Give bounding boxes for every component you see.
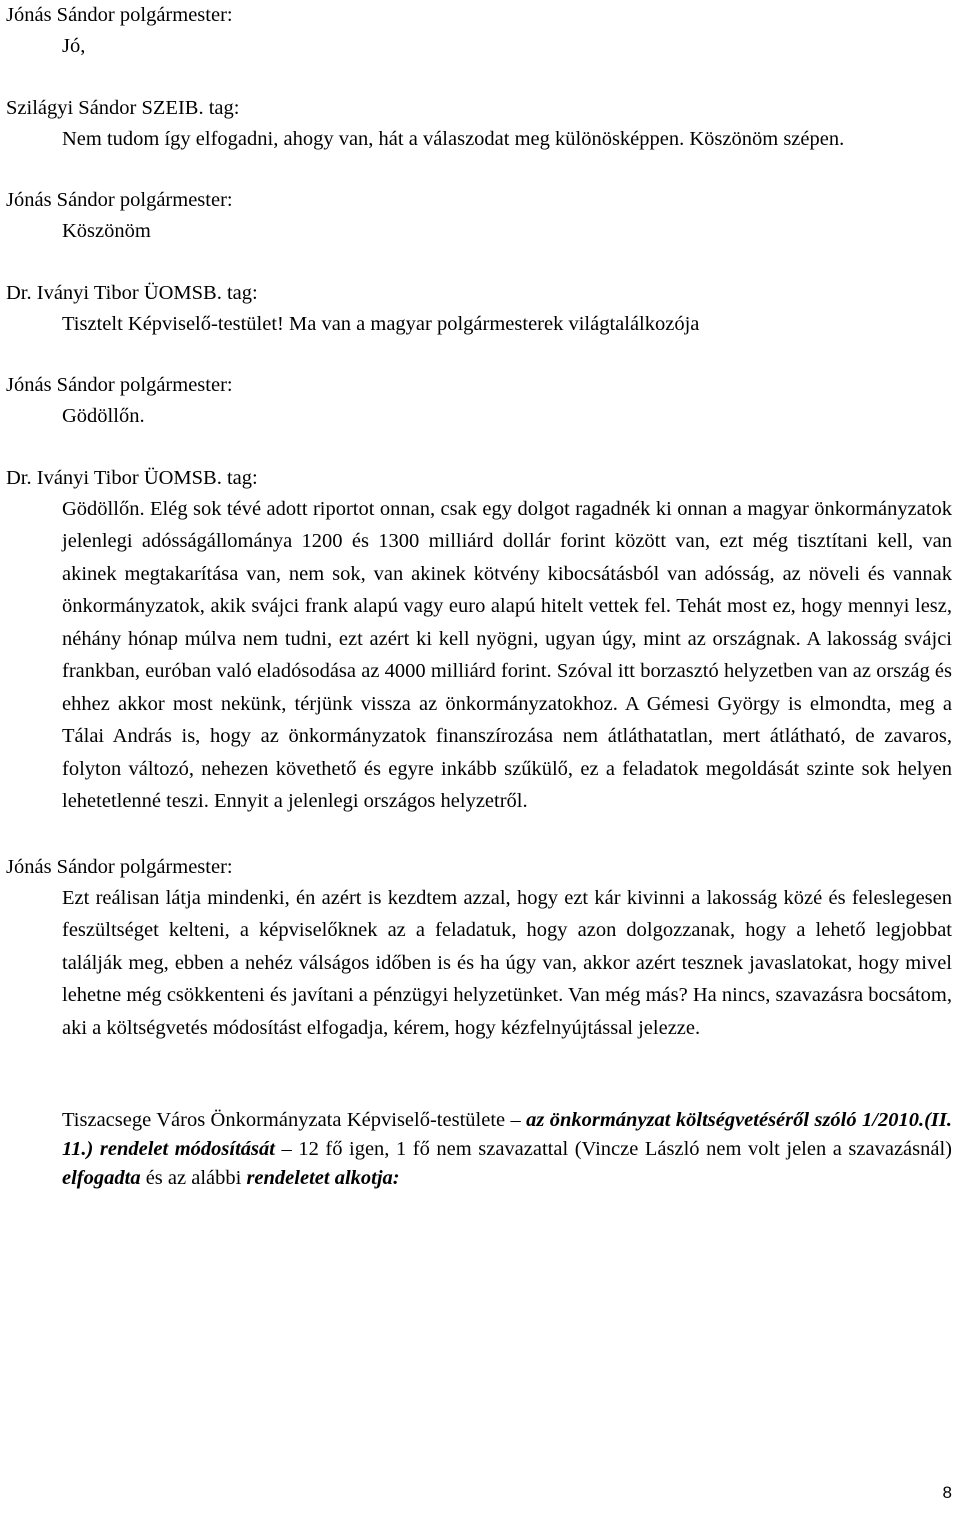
spacer [6, 818, 952, 852]
speech-text: Köszönöm [62, 220, 151, 242]
spacer [6, 63, 952, 93]
speech-block [6, 852, 952, 1045]
speech-text: Ezt reálisan látja mindenki, én azért is kezdtem azzal, hogy ezt kár kivinni a lakosság közé és feleslegesen feszültséget kelteni, a képviselőknek az a feladatuk, hogy azon dolgozzanak, hogy a lehető legjobbat találják meg, ebben a nehéz válságos időben is és ha úgy van, akkor azért tesznek javaslatokat, hogy mivel lehetne még csökkenteni és javítani a pénzügyi helyzetünket. Van még más? Ha nincs, szavazásra bocsátom, aki a költségvetés módosítást elfogadja, kérem, hogy kézfelnyújtással jelezze. [62, 886, 952, 1039]
speaker-name: Jónás Sándor polgármester: [6, 189, 233, 211]
speaker-name: Jónás Sándor polgármester: [6, 855, 233, 878]
resolution-outcome: elfogadta [62, 1166, 141, 1189]
resolution-vote: – 12 fő igen, 1 fő nem szavazattal (Vincze László nem volt jelen a szavazásnál) [274, 1137, 952, 1160]
resolution-closing: rendeletet alkotja: [246, 1166, 400, 1189]
speaker-name: Dr. Iványi Tibor ÜOMSB. tag: [6, 466, 258, 489]
speech-block [6, 185, 952, 248]
speech-block [6, 278, 952, 341]
speaker-name: Szilágyi Sándor SZEIB. tag: [6, 96, 240, 119]
speech-text: Gödöllőn. [62, 405, 145, 427]
spacer [6, 433, 952, 463]
resolution-intro: Tiszacsege Város Önkormányzata Képviselő-testülete – [62, 1109, 527, 1131]
speaker-name: Jónás Sándor polgármester: [6, 4, 233, 26]
speech-block [6, 93, 952, 156]
spacer [6, 155, 952, 185]
spacer [6, 248, 952, 278]
speech-text: Gödöllőn. Elég sok tévé adott riportot onnan, csak egy dolgot ragadnék ki onnan a magyar önkormányzatok jelenlegi adósságállománya 1200 és 1300 milliárd dollár forint között van, ezt még tisztítani kell, van akinek megtakarítása van, nem sok, van akinek kötvény kibocsátásból van adósság, az növeli és vannak önkormányzatok, akik svájci frank alapú vagy euro alapú hitelt vettek fel. Tehát most ez, hogy mennyi lesz, néhány hónap múlva nem tudni, ezt azért ki kell nyögni, ugyan úgy, mint az országnak. A lakosság svájci frankban, euróban való eladósodása az 4000 milliárd forint. Szóval itt borzasztó helyzetben van az ország és ehhez akkor most nekünk, térjünk vissza az önkormányzatokhoz. A Gémesi György is elmondta, meg a Tálai András is, hogy az önkormányzatok finanszírozása nem átláthatatlan, mert átlátható, de zavaros, folyton változó, nehezen követhető és egyre inkább szűkülő, ez a feladatok megoldását szinte sok helyen lehetetlenné teszi. Ennyit a jelenlegi országos helyzetről. [62, 497, 952, 812]
speech-text: Nem tudom így elfogadni, ahogy van, hát a válaszodat meg különösképpen. Köszönöm szépen. [62, 127, 845, 150]
speaker-name: Jónás Sándor polgármester: [6, 374, 233, 396]
speaker-name: Dr. Iványi Tibor ÜOMSB. tag: [6, 281, 258, 304]
resolution-subject: az önkormányzat költségvetéséről szóló 1/2010.(II. 11.) rendelet módosítását [62, 1109, 952, 1160]
page-number: 8 [942, 1483, 952, 1502]
speech-block [6, 370, 952, 433]
spacer [6, 340, 952, 370]
speech-text: Jó, [62, 35, 86, 57]
speech-block [6, 0, 952, 63]
spacer [6, 1044, 952, 1106]
speech-text: Tisztelt Képviselő-testület! Ma van a magyar polgármesterek világtalálkozója [62, 312, 700, 335]
speech-block [6, 463, 952, 818]
resolution-connector: és az alábbi [140, 1166, 247, 1189]
resolution-paragraph [62, 1106, 952, 1192]
